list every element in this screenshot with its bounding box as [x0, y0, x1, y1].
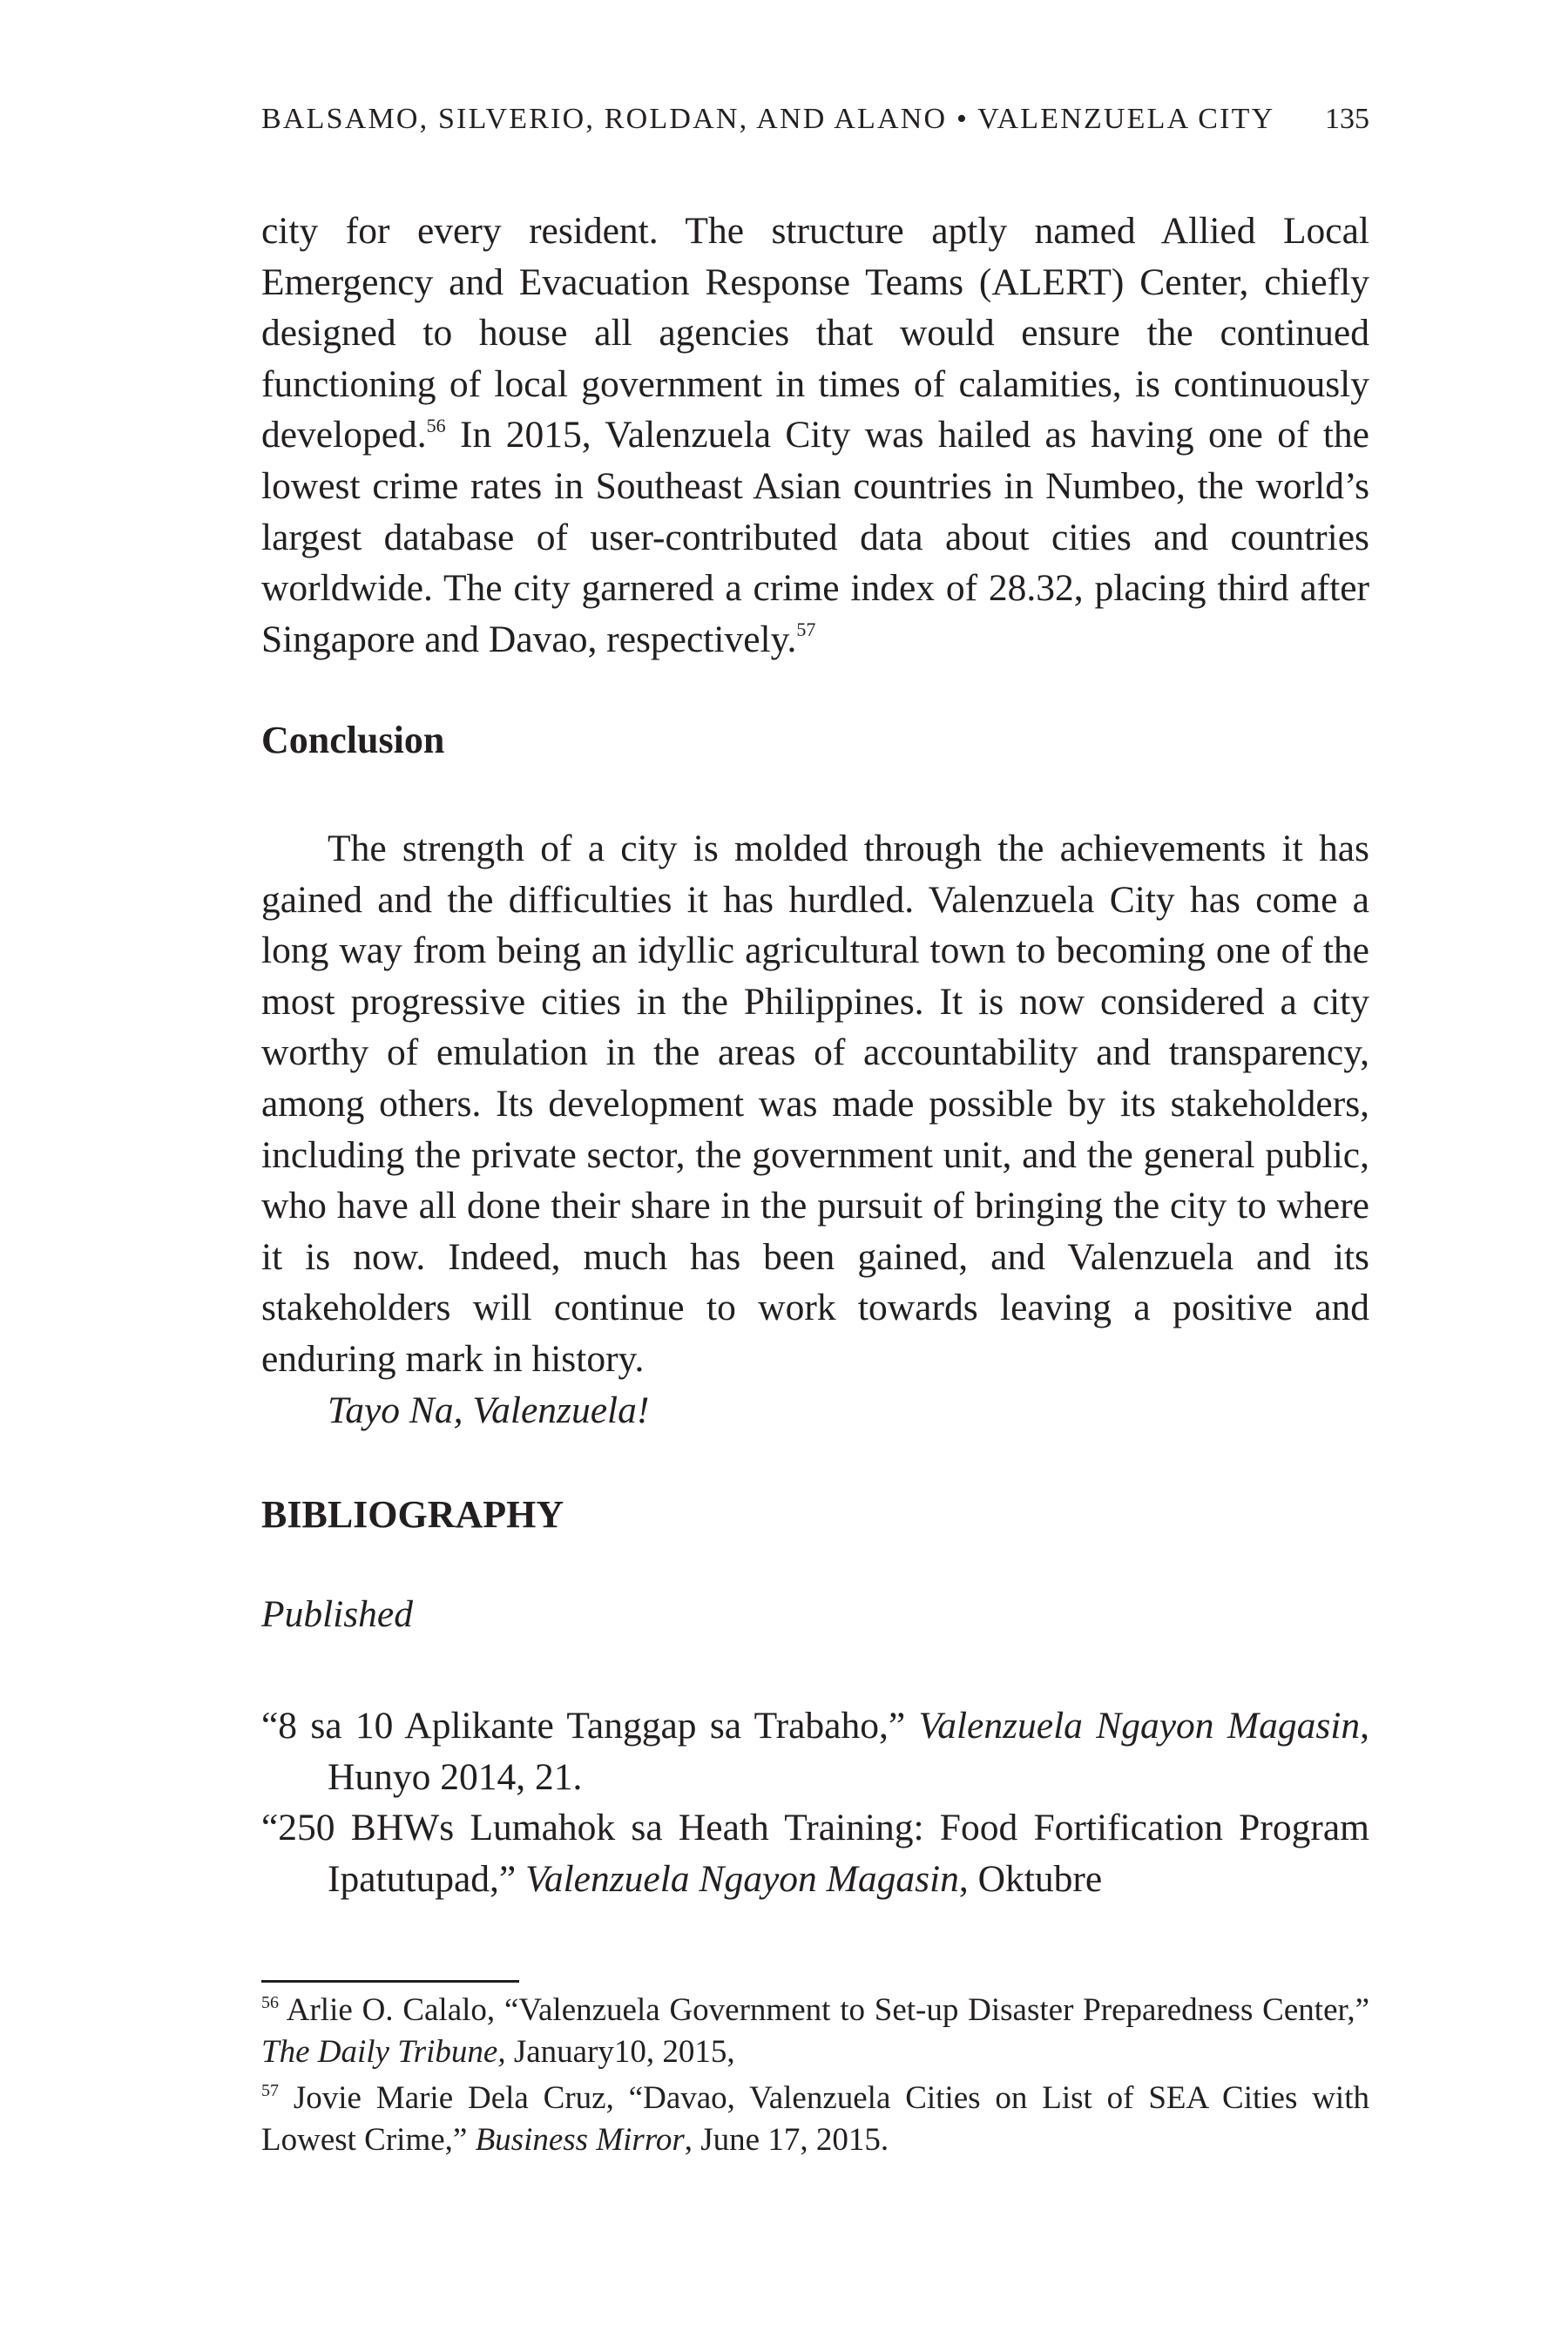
entry-title: “8 sa 10 Aplikante Tanggap sa Trabaho,” — [261, 1705, 919, 1747]
closing-line: Tayo Na, Valenzuela! — [328, 1389, 650, 1431]
entry-source: Valenzuela Ngayon Magasin — [918, 1705, 1361, 1747]
footnote-source: The Daily Tribune, — [261, 2033, 506, 2070]
page-number: 135 — [1325, 103, 1369, 135]
intro-text-part1: city for every resident. The structure aptly named Allied Local Emergency and Evacuation Response Teams (ALERT) Center, chiefly designed to house all agencies that would ensure the continued functioning of local government in times of calamities, is continuously developed. — [261, 210, 1369, 456]
conclusion-closing — [261, 1385, 1369, 1436]
footnote-57 — [261, 2078, 1369, 2160]
conclusion-heading: Conclusion — [261, 719, 445, 761]
bibliography-list — [261, 1700, 1369, 1904]
footnote-ref-57: 57 — [796, 618, 816, 641]
footnote-rest: January10, 2015, — [505, 2033, 735, 2070]
footnote-divider — [261, 1980, 519, 1983]
entry-source: Valenzuela Ngayon Magasin — [525, 1857, 959, 1900]
footnote-rest: , June 17, 2015. — [684, 2121, 889, 2158]
footnote-text: Arlie O. Calalo, “Valenzuela Government to Set-up Disaster Preparedness Center,” — [279, 1992, 1369, 2028]
bibliography-entry — [261, 1700, 1369, 1802]
running-head-text: BALSAMO, SILVERIO, ROLDAN, AND ALANO • VALENZUELA CITY — [261, 103, 1275, 135]
footnotes — [261, 1990, 1369, 2166]
intro-text-part2: In 2015, Valenzuela City was hailed as having one of the lowest crime rates in Southeast Asian countries in Numbeo, the world’s largest database of user-contributed data about cities and countries worldwide. The city garnered a crime index of 28.32, placing third after Singapore and Davao, respectively. — [261, 414, 1369, 660]
published-subheading: Published — [261, 1593, 413, 1635]
intro-paragraph — [261, 206, 1369, 665]
footnote-source: Business Mirror — [475, 2121, 685, 2158]
conclusion-paragraph: The strength of a city is molded through the achievements it has gained and the difficulties it has hurdled. Valenzuela City has come a long way from being an idyllic agricultural town to becoming one of the most progressive cities in the Philippines. It is now considered a city worthy of emulation in the areas of accountability and transparency, among others. Its development was made possible by its stakeholders, including the private sector, the government unit, and the general public, who have all done their share in the pursuit of bringing the city to where it is now. Indeed, much has been gained, and Valenzuela and its stakeholders will continue to work towards leaving a positive and enduring mark in history. — [261, 828, 1369, 1380]
footnote-56 — [261, 1990, 1369, 2072]
entry-rest: , Oktubre — [958, 1857, 1103, 1900]
bibliography-entry — [261, 1802, 1369, 1904]
entry-title: “250 BHWs Lumahok sa Heath Training: Food Fortification Program Ipatutupad,” — [261, 1807, 1369, 1900]
bibliography-heading: BIBLIOGRAPHY — [261, 1493, 564, 1536]
footnote-number: 56 — [261, 1993, 279, 2012]
footnote-text: Jovie Marie Dela Cruz, “Davao, Valenzuela Cities on List of SEA Cities with Lowest Crime,” — [261, 2080, 1369, 2158]
footnote-number: 57 — [261, 2081, 279, 2100]
conclusion-section — [261, 823, 1369, 1436]
footnote-ref-56: 56 — [426, 414, 446, 436]
entry-rest: , Hunyo 2014, 21. — [328, 1705, 1369, 1798]
running-head — [261, 103, 1369, 136]
